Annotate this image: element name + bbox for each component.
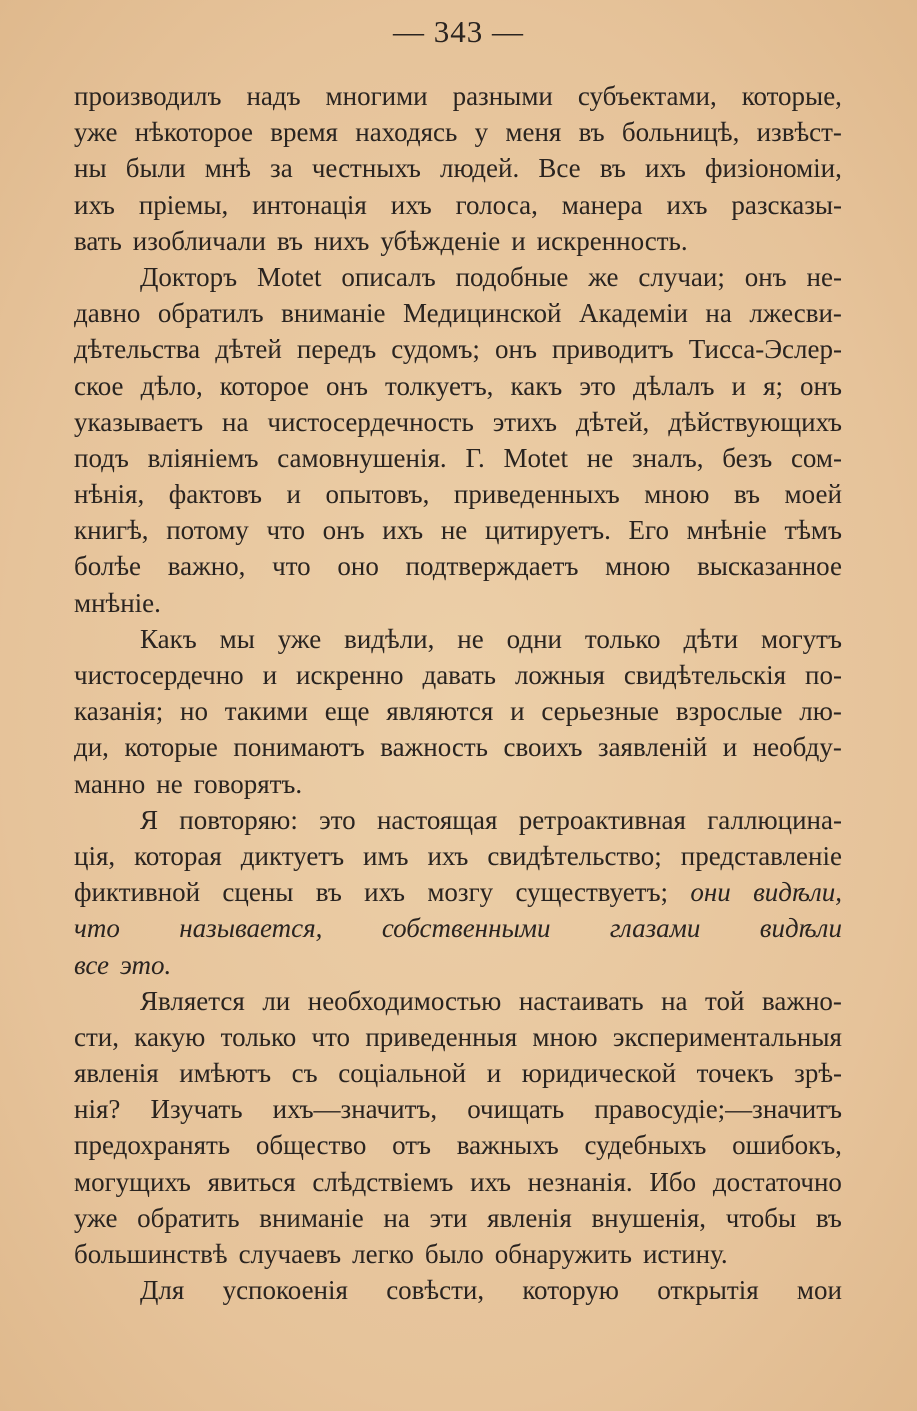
word: мы <box>219 623 255 654</box>
word: которые <box>124 732 218 763</box>
word: съ <box>291 1058 318 1089</box>
word: легко <box>352 1239 414 1269</box>
text-line <box>74 1272 842 1308</box>
word: явленія <box>74 1058 159 1089</box>
word: очищать <box>467 1094 565 1125</box>
paragraph <box>74 621 842 802</box>
word: меня <box>505 117 562 148</box>
word: давать <box>422 660 496 690</box>
word: извѣст- <box>756 117 842 148</box>
word: случаевъ <box>238 1239 342 1269</box>
word: важность <box>380 732 488 763</box>
word: необходимостью <box>307 985 502 1016</box>
word: слѣдствіемъ <box>312 1166 454 1197</box>
word: самовнушенія. <box>277 442 447 473</box>
word: видѣли, <box>344 623 435 654</box>
word: цитируетъ. <box>484 515 611 546</box>
word: Все <box>538 153 581 184</box>
word: нѣкоторое <box>134 117 253 148</box>
word: повторяю: <box>179 804 298 835</box>
word: лю- <box>799 696 842 727</box>
word: Для <box>140 1275 185 1306</box>
word: такими <box>224 696 308 727</box>
word: оно <box>337 551 379 582</box>
word: которое <box>219 370 309 401</box>
text-line <box>74 802 842 838</box>
word: соціальной <box>338 1058 467 1089</box>
body-text <box>74 78 842 1308</box>
word: моей <box>784 479 842 510</box>
word: понимаютъ <box>233 732 365 763</box>
word: Академіи <box>578 298 688 329</box>
word: незнанія. <box>527 1166 633 1197</box>
word: разсказы- <box>731 189 842 220</box>
word: у <box>474 117 489 148</box>
word: подъ <box>74 442 129 473</box>
text-line <box>74 1164 842 1200</box>
text-line <box>74 187 842 223</box>
word: субъектами, <box>577 81 717 111</box>
word: ошибокъ, <box>732 1130 842 1161</box>
text-line <box>74 621 842 657</box>
word: за <box>270 153 293 184</box>
word: приведенныхъ <box>453 479 620 510</box>
word: и <box>486 1058 502 1089</box>
word: той <box>705 985 745 1016</box>
word: Г. <box>465 442 485 473</box>
word: вліяніемъ <box>147 442 259 473</box>
text-line <box>74 1236 842 1272</box>
word: могутъ <box>761 623 842 654</box>
word: Какъ <box>140 623 197 654</box>
word: подобные <box>455 261 569 292</box>
word: они <box>690 877 731 908</box>
word: голоса, <box>455 189 538 220</box>
word: дѣтей <box>215 334 282 365</box>
word: давно <box>74 298 141 329</box>
word: и <box>262 660 278 690</box>
text-line <box>74 368 842 404</box>
word: Докторъ <box>140 261 238 292</box>
word: Motet <box>503 442 569 473</box>
text-line <box>74 78 842 114</box>
word: дѣйствующихъ <box>668 406 842 437</box>
word: но <box>180 696 208 727</box>
word: физіономіи, <box>705 153 842 184</box>
word: не <box>457 623 484 654</box>
word: ское <box>74 370 124 401</box>
word: разными <box>452 81 553 111</box>
word: убѣжденіе <box>380 225 501 256</box>
word: отъ <box>392 1130 431 1161</box>
word: высказанное <box>697 551 842 582</box>
word: больницѣ, <box>621 117 740 148</box>
word: эти <box>429 1202 468 1233</box>
word: на <box>383 1202 410 1233</box>
word: общество <box>255 1130 367 1161</box>
word: въ <box>315 877 342 908</box>
word: казанія; <box>74 696 164 727</box>
text-line <box>74 657 842 693</box>
word: по- <box>805 660 842 690</box>
word: свидѣтельство; <box>487 840 662 871</box>
word: чистосердечность <box>267 406 474 437</box>
text-line <box>74 874 842 910</box>
text-line <box>74 585 842 621</box>
word: предохранять <box>74 1130 231 1161</box>
word: фактовъ <box>168 479 262 510</box>
word: искренность. <box>536 225 688 256</box>
word: многими <box>325 81 428 111</box>
text-line <box>74 983 842 1019</box>
word: мнѣніе. <box>74 587 161 618</box>
word: свидѣтельскія <box>623 660 787 690</box>
word: книгѣ, <box>74 515 149 546</box>
word: зрѣ- <box>794 1058 842 1089</box>
word: не- <box>806 261 842 292</box>
word: которую <box>522 1275 619 1306</box>
word: существуетъ; <box>515 877 669 908</box>
word: ція, <box>74 840 116 871</box>
word: зналъ, <box>632 442 704 473</box>
word: онъ <box>744 261 787 292</box>
word: мнѣніе <box>686 515 767 546</box>
word: сом- <box>790 442 842 473</box>
word: ложныя <box>514 660 605 690</box>
word: ихъ <box>74 189 115 220</box>
word: это. <box>119 949 172 980</box>
text-line <box>74 476 842 512</box>
word: Motet <box>256 261 322 292</box>
word: являются <box>386 696 494 727</box>
word: приводитъ <box>551 334 674 365</box>
word: юридической <box>521 1058 677 1089</box>
word: производилъ <box>74 81 222 111</box>
page-number: — 343 — <box>393 14 524 49</box>
word: онъ <box>322 515 365 546</box>
word: собственными <box>381 913 551 944</box>
word: еще <box>324 696 370 727</box>
word: какъ <box>510 370 563 401</box>
word: и <box>510 696 525 727</box>
word: же <box>588 261 619 292</box>
word: могущихъ <box>74 1166 191 1197</box>
word: необду- <box>752 732 842 763</box>
word: открытія <box>657 1275 759 1306</box>
word: уже <box>74 1202 118 1233</box>
paragraph <box>74 259 842 621</box>
word: обнаружить <box>494 1239 632 1269</box>
word: правосудіе;—значитъ <box>594 1094 842 1125</box>
word: лжесви- <box>749 298 842 329</box>
word: надъ <box>246 81 301 111</box>
word: Ибо <box>649 1166 697 1197</box>
word: мозгу <box>427 877 494 908</box>
word: важныхъ <box>456 1130 559 1161</box>
word: одни <box>506 623 562 654</box>
word: находясь <box>355 117 458 148</box>
word: своихъ <box>503 732 583 763</box>
word: уже <box>74 117 118 148</box>
text-line <box>74 947 842 983</box>
word: представленіе <box>680 840 842 871</box>
word: видѣли <box>759 913 842 944</box>
text-line <box>74 331 842 367</box>
word: сти, <box>74 1021 119 1052</box>
word: ихъ <box>364 877 405 908</box>
word: это <box>319 804 356 835</box>
word: не <box>156 768 183 799</box>
word: чтобы <box>725 1202 797 1233</box>
word: обратить <box>137 1202 240 1233</box>
word: Является <box>140 985 245 1016</box>
text-line <box>74 693 842 729</box>
word: диктуетъ <box>240 840 345 871</box>
word: это <box>579 370 616 401</box>
word: видѣли, <box>753 877 842 908</box>
word: говорятъ. <box>193 768 303 799</box>
word: время <box>270 117 338 148</box>
word: передъ <box>296 334 377 365</box>
word: онъ <box>800 370 842 401</box>
word: совѣсти, <box>386 1275 485 1306</box>
word: я; <box>763 370 783 401</box>
word: внушенія, <box>591 1202 707 1233</box>
text-line <box>74 910 842 946</box>
word: дѣти <box>683 623 739 654</box>
word: что <box>311 1021 351 1052</box>
word: экспериментальныя <box>612 1021 842 1052</box>
word: важно- <box>761 985 842 1016</box>
word: Медицинской <box>403 298 562 329</box>
text-line <box>74 1127 842 1163</box>
word: которая <box>134 840 222 871</box>
word: и <box>286 479 301 510</box>
word: ихъ <box>390 189 432 220</box>
word: онъ <box>495 334 537 365</box>
text-line <box>74 150 842 186</box>
word: болѣе <box>74 551 141 582</box>
word: Его <box>628 515 669 546</box>
word: ли <box>262 985 291 1016</box>
word: что <box>266 515 305 546</box>
paragraph <box>74 1272 842 1308</box>
word: дѣтей, <box>575 406 650 437</box>
word: въ <box>815 1202 842 1233</box>
word: имъ <box>363 840 409 871</box>
word: дѣло, <box>140 370 203 401</box>
word: интонація <box>252 189 367 220</box>
word: явиться <box>207 1166 296 1197</box>
text-line <box>74 766 842 802</box>
text-line <box>74 404 842 440</box>
word: сцены <box>222 877 294 908</box>
text-line <box>74 512 842 548</box>
word: явленія <box>487 1202 572 1233</box>
word: вниманіе <box>281 298 386 329</box>
word: и <box>731 370 746 401</box>
word: манера <box>561 189 643 220</box>
word: въ <box>276 225 304 256</box>
word: на <box>222 406 249 437</box>
word: на <box>661 985 688 1016</box>
word: ди, <box>74 732 109 763</box>
word: мои <box>796 1275 842 1306</box>
word: серьезные <box>541 696 660 727</box>
text-line <box>74 259 842 295</box>
text-line <box>74 548 842 584</box>
text-line <box>74 295 842 331</box>
text-line <box>74 223 842 259</box>
word: и <box>722 732 738 763</box>
word: истину. <box>642 1239 728 1269</box>
word: въ <box>599 153 626 184</box>
word: что <box>272 551 311 582</box>
text-line <box>74 838 842 874</box>
word: называется, <box>179 913 323 944</box>
word: изобличали <box>132 225 266 256</box>
word: ихъ <box>645 153 686 184</box>
word: ретроактивная <box>518 804 686 835</box>
word: только <box>584 623 661 654</box>
text-line <box>74 729 842 765</box>
word: мною <box>532 1021 598 1052</box>
word: нѣнія, <box>74 479 145 510</box>
word: настаивать <box>518 985 644 1016</box>
text-line <box>74 1055 842 1091</box>
word: потому <box>166 515 249 546</box>
word: важно, <box>167 551 246 582</box>
word: ихъ <box>666 189 708 220</box>
word: нихъ <box>314 225 370 256</box>
word: въ <box>733 479 761 510</box>
text-line <box>74 1200 842 1236</box>
word: судомъ; <box>391 334 480 365</box>
word: искренно <box>296 660 404 690</box>
word: мною <box>644 479 710 510</box>
word: какую <box>134 1021 206 1052</box>
word: которые, <box>741 81 842 111</box>
word: все <box>74 949 109 980</box>
paragraph <box>74 78 842 259</box>
word: судебныхъ <box>584 1130 707 1161</box>
word: обратилъ <box>157 298 264 329</box>
text-line <box>74 1019 842 1055</box>
word: людей. <box>440 153 520 184</box>
word: глазами <box>609 913 701 944</box>
word: успокоенія <box>222 1275 348 1306</box>
word: фиктивной <box>74 877 201 908</box>
word: подтверждаетъ <box>405 551 579 582</box>
word: этихъ <box>492 406 557 437</box>
word: нія? <box>74 1094 121 1125</box>
word: вать <box>74 225 122 256</box>
word: честныхъ <box>311 153 421 184</box>
word: что <box>74 913 120 944</box>
word: тѣмъ <box>784 515 842 546</box>
word: опытовъ, <box>325 479 430 510</box>
word: заявленій <box>597 732 708 763</box>
word: Изучать <box>150 1094 243 1125</box>
word: большинствѣ <box>74 1239 228 1269</box>
word: онъ <box>326 370 368 401</box>
word: Тисса-Эслер- <box>688 334 842 365</box>
word: безъ <box>722 442 773 473</box>
word: ихъ—значитъ, <box>272 1094 438 1125</box>
word: приведенныя <box>365 1021 518 1052</box>
word: уже <box>277 623 322 654</box>
word: пріемы, <box>138 189 229 220</box>
word: чистосердечно <box>74 660 244 690</box>
word: описалъ <box>341 261 436 292</box>
word: на <box>705 298 732 329</box>
word: галлюцина- <box>707 804 842 835</box>
word: указываетъ <box>74 406 204 437</box>
word: не <box>440 515 468 546</box>
text-line <box>74 1091 842 1127</box>
word: ны <box>74 153 107 184</box>
word: мною <box>605 551 671 582</box>
word: случаи; <box>638 261 725 292</box>
word: имѣютъ <box>179 1058 272 1089</box>
word: достаточно <box>712 1166 842 1197</box>
word: настоящая <box>376 804 498 835</box>
word: взрослые <box>675 696 783 727</box>
word: только <box>220 1021 297 1052</box>
word: ихъ <box>470 1166 511 1197</box>
word: въ <box>578 117 605 148</box>
word: вниманіе <box>259 1202 364 1233</box>
word: ихъ <box>427 840 469 871</box>
word: толкуетъ, <box>385 370 494 401</box>
word: мнѣ <box>204 153 251 184</box>
word: не <box>586 442 614 473</box>
word: было <box>424 1239 484 1269</box>
word: манно <box>74 768 146 799</box>
word: и <box>511 225 526 256</box>
text-line <box>74 114 842 150</box>
word: дѣлалъ <box>632 370 715 401</box>
word: ихъ <box>382 515 424 546</box>
word: дѣтельства <box>74 334 201 365</box>
word: точекъ <box>696 1058 774 1089</box>
word: Я <box>140 804 159 835</box>
paragraph <box>74 802 842 983</box>
text-line <box>74 440 842 476</box>
paragraph <box>74 983 842 1273</box>
word: были <box>125 153 186 184</box>
